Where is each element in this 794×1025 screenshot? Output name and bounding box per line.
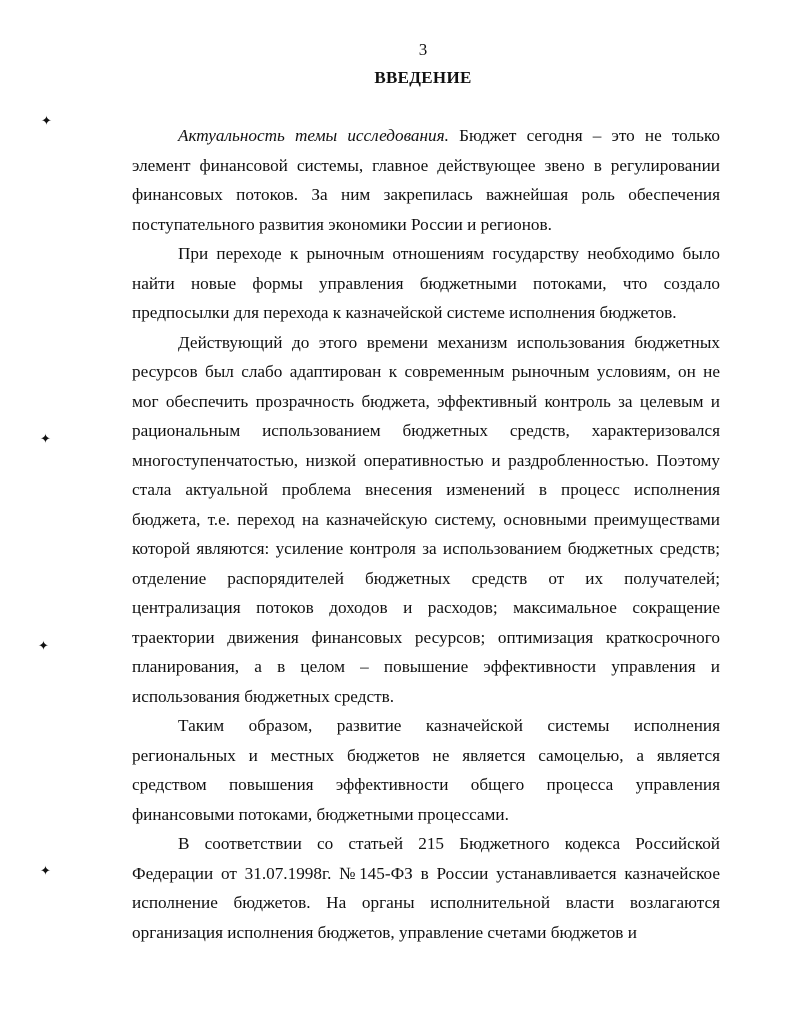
paragraph-mechanism: Действующий до этого времени механизм использования бюджетных ресурсов был слабо адаптирован к современным рыночным условиям, он не мог обеспечить прозрачность бюджета, эффективный контроль за целевым и рациональным использованием бюджетных средств, характеризовался многоступенчатостью, низкой оперативностью и раздробленностью. Поэтому стала актуальной проблема внесения изменений в процесс исполнения бюджета, т.е. переход на казначейскую систему, основными преимуществами которой являются: усиление контроля за использованием бюджетных средств; отделение распорядителей бюджетных средств от их получателей; централизация потоков доходов и расходов; максимальное сокращение траектории движения финансовых ресурсов; оптимизация краткосрочного планирования, а в целом – повышение эффективности управления и использования бюджетных средств. <box>132 332 720 706</box>
binding-hole-mark-icon: ✦ <box>38 639 49 654</box>
binding-hole-mark-icon: ✦ <box>40 432 51 447</box>
paragraph-market-transition: При переходе к рыночным отношениям государству необходимо было найти новые формы управления бюджетными потоками, что создало предпосылки для перехода к казначейской системе исполнения бюджетов. <box>132 244 720 322</box>
body-text <box>132 121 720 947</box>
paragraph-budget-code: В соответствии со статьей 215 Бюджетного кодекса Российской Федерации от 31.07.1998г. №145-ФЗ в России устанавливается казначейское исполнение бюджетов. На органы исполнительной власти возлагаются организация исполнения бюджетов, управление счетами бюджетов и <box>132 834 720 942</box>
binding-hole-mark-icon: ✦ <box>40 864 51 879</box>
section-heading: ВВЕДЕНИЕ <box>374 68 472 87</box>
page-number: 3 <box>418 40 428 59</box>
paragraph-text: Бюджет сегодня – это не только элемент финансовой системы, главное действующее звено в регулировании финансовых потоков. За ним закрепилась важнейшая роль обеспечения поступательного развития экономики России и регионов. <box>132 126 720 234</box>
paragraph-relevance <box>132 121 720 239</box>
paragraph-conclusion: Таким образом, развитие казначейской системы исполнения региональных и местных бюджетов не является самоцелью, а является средством повышения эффективности общего процесса управления финансовыми потоками, бюджетными процессами. <box>132 716 720 824</box>
binding-hole-mark-icon: ✦ <box>41 114 52 129</box>
paragraph-lead: Актуальность темы исследования. <box>178 126 449 145</box>
